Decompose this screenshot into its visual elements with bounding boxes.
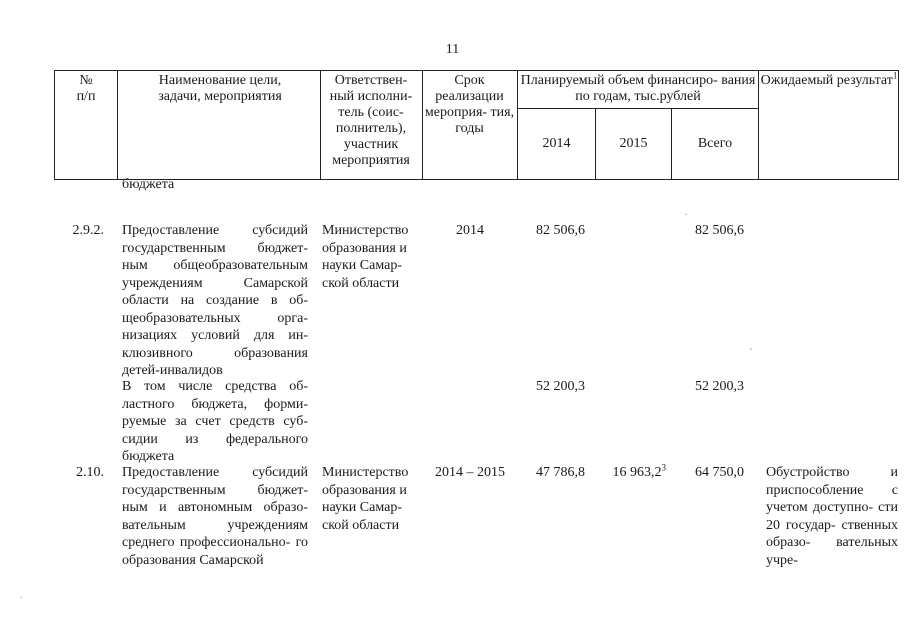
table-header — [54, 70, 899, 180]
header-responsible: Ответствен- ный исполни- тель (соис- полнитель), участник мероприятия — [329, 73, 413, 168]
row-2-10-total: 64 750,0 — [695, 465, 744, 480]
row-2-10-2015 — [590, 464, 666, 482]
header-result-label: Ожидаемый результат — [760, 73, 893, 88]
header-2015: 2015 — [619, 136, 648, 151]
row-2-9-2-total: 82 506,6 — [695, 223, 744, 238]
header-total: Всего — [697, 136, 733, 151]
row-2-10-2014: 47 786,8 — [536, 465, 585, 480]
header-result-footnote: 1 — [892, 70, 898, 81]
row-2-9-2-sub-2014: 52 200,3 — [536, 379, 585, 394]
row-2-10-term: 2014 – 2015 — [435, 465, 505, 480]
row-2-10-2015-value: 16 963,2 — [612, 465, 662, 480]
row-2-9-2-2014: 82 506,6 — [536, 223, 585, 238]
header-2014: 2014 — [542, 136, 571, 151]
row-2-10-2015-footnote: 3 — [661, 462, 666, 473]
row-2-10-number: 2.10. — [76, 465, 104, 480]
header-name: Наименование цели, задачи, мероприятия — [158, 73, 282, 104]
row-2-9-2-term: 2014 — [456, 223, 484, 238]
header-result — [760, 70, 898, 89]
row-2-9-2-name: Предоставление субсидий государственным бюджет- ным общеобразовательным учреждениям Самарской области на создание в об- щеобразовательных орга- низациях условий для ин- клюзивного образования детей-инвалидов — [122, 223, 308, 378]
scan-speck: ' — [750, 347, 752, 358]
header-number: № п/п — [76, 73, 96, 104]
row-2-9-2-number: 2.9.2. — [72, 223, 104, 238]
row-2-10-name: Предоставление субсидий государственным бюджет- ным и автономным образо- вательным учреждениям среднего профессионально- го образования Самарской — [122, 465, 308, 568]
page-number: 11 — [445, 42, 460, 57]
row-2-10-responsible: Министерство образования и науки Самар- ской области — [322, 465, 409, 533]
header-volume: Планируемый объем финансиро- вания по годам, тыс.рублей — [520, 73, 756, 104]
scan-speck: . — [20, 590, 23, 601]
scan-speck: . — [685, 207, 688, 218]
row-2-9-2-sub-name: В том числе средства об- ластного бюджета, форми- руемые за счет средств суб- сидии из федерального бюджета — [122, 379, 308, 464]
header-term: Срок реализации мероприя- тия, годы — [424, 73, 515, 136]
row-2-9-2-sub-total: 52 200,3 — [695, 379, 744, 394]
continuation-text: бюджета — [122, 177, 175, 192]
row-2-10-result: Обустройство и приспособление с учетом доступно- сти 20 государ- ственных образо- вательных учре- — [766, 465, 898, 568]
row-2-9-2-responsible: Министерство образования и науки Самар- ской области — [322, 223, 409, 291]
